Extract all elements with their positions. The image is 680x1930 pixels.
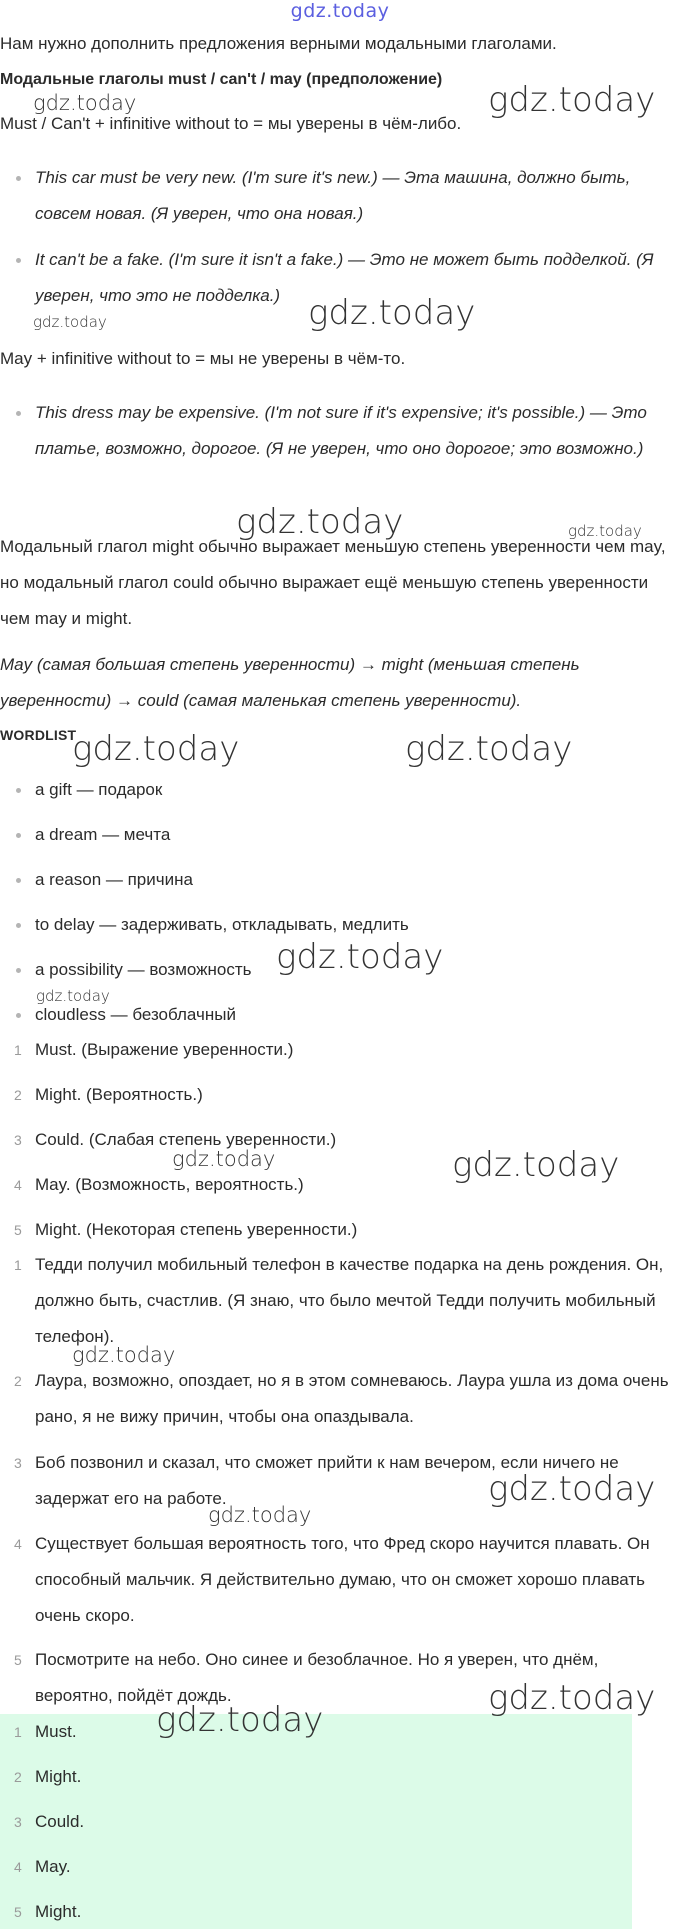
item-number: 3 [14,1132,22,1148]
wordlist-text: to delay — задерживать, откладывать, медлить [35,915,409,934]
item-number: 2 [14,1087,22,1103]
watermark: gdz.today [72,1343,176,1367]
item-number: 4 [14,1536,22,1552]
answer-text: May. [35,1857,71,1876]
item-number: 2 [14,1373,22,1389]
watermark: gdz.today [33,91,137,115]
rule-must-cant: Must / Can't + infinitive without to = мы уверены в чём-либо. [0,114,462,133]
watermark: gdz.today [36,987,110,1005]
watermark: gdz.today [488,1678,656,1718]
explanation-text: Could. (Слабая степень уверенности.) [35,1130,337,1149]
watermark: gdz.today [276,937,444,977]
watermark: gdz.today [33,313,107,331]
wordlist-heading: WORDLIST [0,727,77,743]
bullet-dot [16,1013,21,1018]
item-number: 1 [14,1257,22,1273]
translation-text: Боб позвонил и сказал, что сможет прийти к нам вечером, если ничего не задержат его на работе. [35,1453,619,1508]
might-could-note: Модальный глагол might обычно выражает меньшую степень уверенности чем may, но модальный глагол could обычно выражает ещё меньшую степень уверенности чем may и might. [0,537,666,628]
item-number: 5 [14,1222,22,1238]
watermark: gdz.today [452,1145,620,1185]
answer-text: Must. [35,1722,77,1741]
bullet-dot [16,258,21,263]
item-number: 3 [14,1455,22,1471]
translation-text: Существует большая вероятность того, что Фред скоро научится плавать. Он способный мальчик. Я действительно думаю, что он сможет хорошо плавать очень скоро. [35,1534,650,1625]
watermark: gdz.today [156,1700,324,1740]
item-number: 4 [14,1859,22,1875]
example-text: It can't be a fake. (I'm sure it isn't a fake.) — Это не может быть подделкой. (Я уверен, что это не подделка.) [35,250,654,305]
explanation-text: Might. (Вероятность.) [35,1085,203,1104]
item-number: 2 [14,1769,22,1785]
bullet-dot [16,788,21,793]
wordlist-text: a reason — причина [35,870,193,889]
example-text: This car must be very new. (I'm sure it's new.) — Эта машина, должно быть, совсем новая. (Я уверен, что она новая.) [35,168,631,223]
watermark: gdz.today [236,502,404,542]
watermark: gdz.today [488,1469,656,1509]
watermark: gdz.today [208,1503,312,1527]
translation-text: Лаура, возможно, опоздает, но я в этом сомневаюсь. Лаура ушла из дома очень рано, я не вижу причин, чтобы она опаздывала. [35,1371,669,1426]
item-number: 1 [14,1724,22,1740]
bullet-dot [16,923,21,928]
item-number: 3 [14,1814,22,1830]
wordlist-text: a possibility — возможность [35,960,252,979]
translation-text: Посмотрите на небо. Оно синее и безоблачное. Но я уверен, что днём, вероятно, пойдёт дождь. [35,1650,599,1705]
watermark: gdz.today [308,293,476,333]
watermark: gdz.today [72,729,240,769]
watermark: gdz.today [405,729,573,769]
watermark: gdz.today [488,80,656,120]
translation-text: Тедди получил мобильный телефон в качестве подарка на день рождения. Он, должно быть, счастлив. (Я знаю, что было мечтой Тедди получить мобильный телефон). [35,1255,664,1346]
wordlist-text: cloudless — безоблачный [35,1005,236,1024]
bullet-dot [16,878,21,883]
item-number: 5 [14,1904,22,1920]
answer-text: Might. [35,1767,82,1786]
grammar-heading: Модальные глаголы must / can't / may (предположение) [0,71,443,88]
explanation-text: Must. (Выражение уверенности.) [35,1040,294,1059]
item-number: 5 [14,1652,22,1668]
answer-text: Might. [35,1902,82,1921]
bullet-dot [16,833,21,838]
watermark: gdz.today [568,522,642,540]
watermark: gdz.today [172,1147,276,1171]
bullet-dot [16,411,21,416]
wordlist-text: a gift — подарок [35,780,163,799]
answer-text: Could. [35,1812,85,1831]
bullet-dot [16,176,21,181]
wordlist-text: a dream — мечта [35,825,171,844]
example-text: This dress may be expensive. (I'm not sure if it's expensive; it's possible.) — Это платье, возможно, дорогое. (Я не уверен, что оно дорогое; это возможно.) [35,403,647,458]
explanation-text: Might. (Некоторая степень уверенности.) [35,1220,358,1239]
site-logo[interactable]: gdz.today [290,0,390,22]
rule-may: May + infinitive without to = мы не уверены в чём-то. [0,349,406,368]
intro-text: Нам нужно дополнить предложения верными модальными глаголами. [0,34,557,53]
item-number: 4 [14,1177,22,1193]
explanation-text: May. (Возможность, вероятность.) [35,1175,304,1194]
bullet-dot [16,968,21,973]
item-number: 1 [14,1042,22,1058]
certainty-scale: May (самая большая степень уверенности) → might (меньшая степень уверенности) → could (самая маленькая степень уверенности). [0,655,580,710]
